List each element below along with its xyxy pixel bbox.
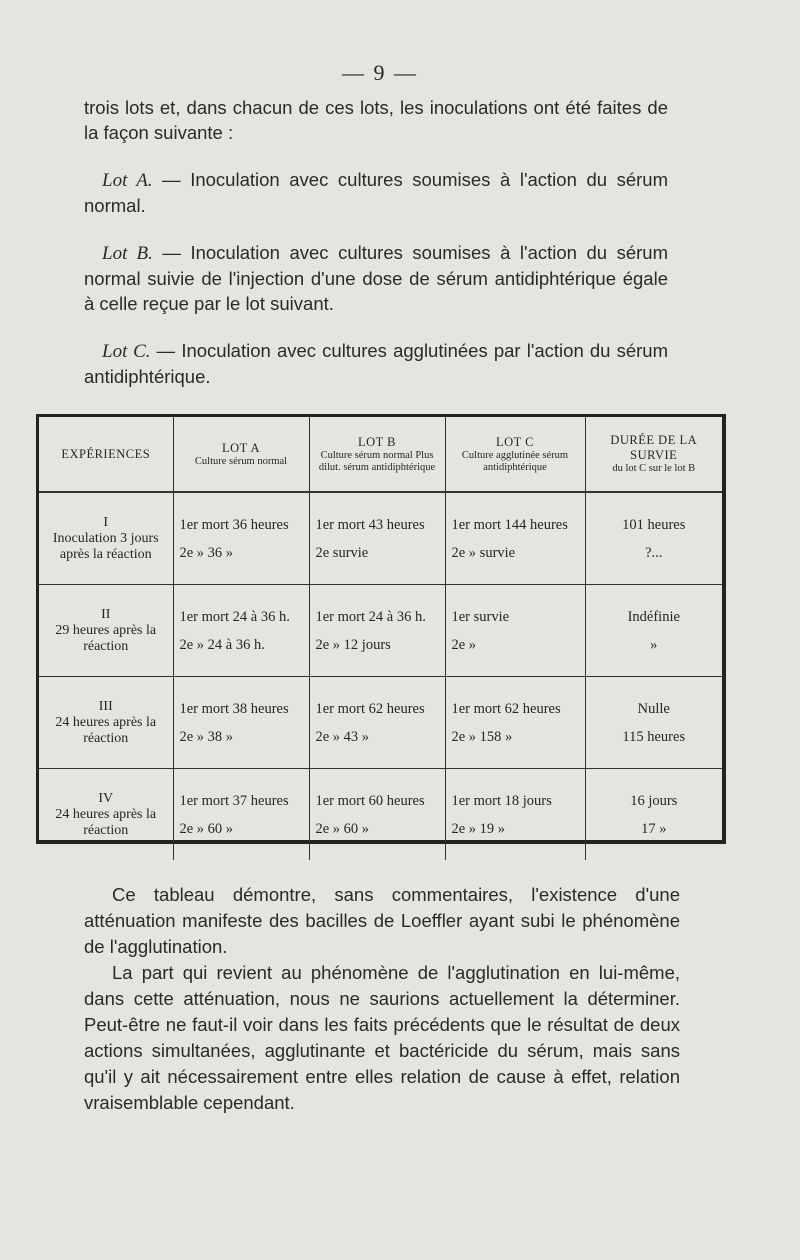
table-row (39, 492, 722, 585)
lot-c-description (84, 338, 668, 389)
lot-a-name: Lot A. (102, 170, 153, 191)
duree-cell: Indéfinie » (585, 585, 722, 677)
lot-c-name: Lot C. (102, 341, 151, 362)
lot-a-cell: 1er mort 24 à 36 h. 2e » 24 à 36 h. (173, 585, 309, 677)
lot-a-text: — Inoculation avec cultures soumises à l'action du sérum normal. (84, 169, 668, 216)
duree-cell: 101 heures ?... (585, 492, 722, 585)
experiment-cell: IV 24 heures après la réaction (55, 790, 157, 838)
header-duree: DURÉE DE LA SURVIE du lot C sur le lot B (585, 417, 722, 492)
page-number: — 9 — (342, 60, 418, 85)
lot-b-cell: 1er mort 24 à 36 h. 2e » 12 jours (309, 585, 445, 677)
lot-a-description (84, 167, 668, 218)
lot-c-cell: 1er survie 2e » (445, 585, 585, 677)
intro-text (84, 95, 668, 411)
table-row (39, 585, 722, 677)
table-row (39, 677, 722, 769)
lot-c-cell: 1er mort 62 heures 2e » 158 » (445, 677, 585, 769)
table-row (39, 769, 722, 861)
header-experiences: EXPÉRIENCES (39, 417, 173, 492)
lot-b-cell: 1er mort 62 heures 2e » 43 » (309, 677, 445, 769)
lot-c-cell: 1er mort 144 heures 2e » survie (445, 492, 585, 585)
lot-b-cell: 1er mort 43 heures 2e survie (309, 492, 445, 585)
lot-a-cell: 1er mort 37 heures 2e » 60 » (173, 769, 309, 861)
table-header-row (39, 417, 722, 492)
lot-c-text: — Inoculation avec cultures agglutinées par l'action du sérum antidiphtérique. (84, 340, 668, 387)
conclusion-paragraph-1: Ce tableau démontre, sans commentaires, l'existence d'une atténuation manifeste des bacilles de Loeffler ayant subi le phénomène de l'agglutination. (84, 884, 680, 957)
experiment-cell: I Inoculation 3 jours après la réaction (39, 492, 173, 585)
experiment-cell: II 29 heures après la réaction (39, 585, 173, 677)
lot-a-cell: 1er mort 38 heures 2e » 38 » (173, 677, 309, 769)
lot-b-name: Lot B. (102, 243, 153, 264)
lot-b-text: — Inoculation avec cultures soumises à l'action du sérum normal suivie de l'injection d'une dose de sérum antidiphtérique égale à celle reçue par le lot suivant. (84, 242, 668, 314)
header-lot-b: LOT B Culture sérum normal Plus dilut. sérum antidiphtérique (309, 417, 445, 492)
conclusion-paragraph-2: La part qui revient au phénomène de l'agglutination en lui-même, dans cette atténuation, nous ne saurions actuellement la déterminer. Peut-être ne faut-il voir dans les faits précédents que le résultat de deux actions simultanées, agglutinante et bactéricide du sérum, mais sans qu'il y ait nécessairement entre elles relation de cause à effet, relation vraisemblable cependant. (84, 962, 680, 1113)
lot-b-description (84, 240, 668, 316)
header-lot-a: LOT A Culture sérum normal (173, 417, 309, 492)
conclusion-text (84, 882, 680, 1116)
duree-cell: 16 jours 17 » (585, 769, 722, 861)
lot-a-cell: 1er mort 36 heures 2e » 36 » (173, 492, 309, 585)
intro-paragraph: trois lots et, dans chacun de ces lots, les inoculations ont été faites de la façon suivante : (84, 97, 668, 143)
experiment-cell: III 24 heures après la réaction (39, 677, 173, 769)
lot-b-cell: 1er mort 60 heures 2e » 60 » (309, 769, 445, 861)
lot-c-cell: 1er mort 18 jours 2e » 19 » (445, 769, 585, 861)
header-lot-c: LOT C Culture agglutinée sérum antidiphtérique (445, 417, 585, 492)
results-table (36, 414, 726, 844)
duree-cell: Nulle 115 heures (585, 677, 722, 769)
